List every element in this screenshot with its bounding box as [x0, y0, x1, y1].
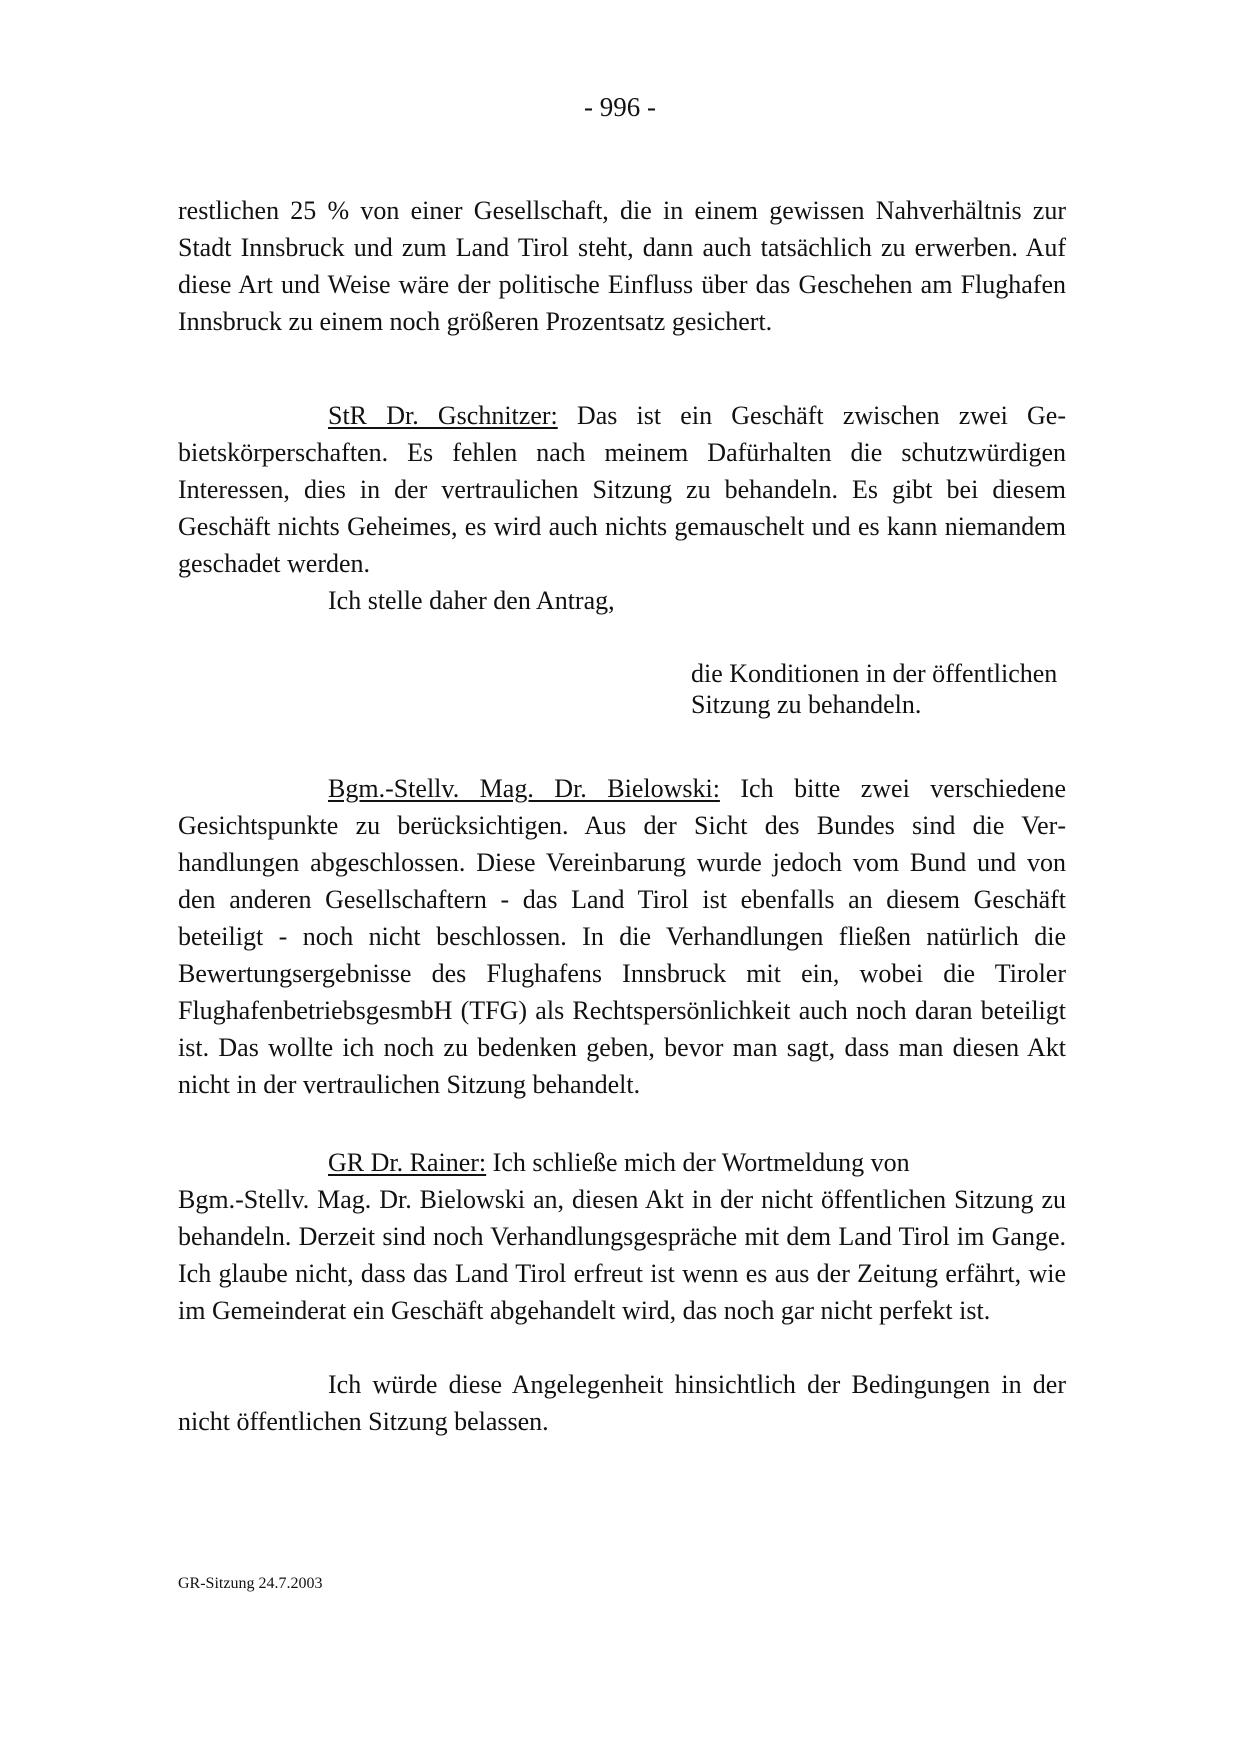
page-number: - 996 -: [584, 92, 656, 122]
rainer-paragraph: Bgm.-Stellv. Mag. Dr. Bielowski an, diesen Akt in der nicht öffentlichen Sitzung zu behandeln. Derzeit sind noch Verhandlungsgespräche mit dem Land Tirol im Gange. Ich glaube nicht, dass das Land Tirol erfreut ist wenn es aus der Zeitung erfährt, wie im Gemeinderat ein Geschäft abgehandelt wird, das noch gar nicht perfekt ist.: [178, 1185, 1066, 1325]
motion-intro: Ich stelle daher den Antrag,: [328, 586, 615, 615]
motion-text: die Konditionen in der öffentlichen Sitzung zu behandeln.: [691, 659, 1058, 719]
bielowski-paragraph: [178, 770, 1066, 1103]
speaker-bielowski: Bgm.-Stellv. Mag. Dr. Bielowski:: [328, 774, 720, 803]
speaker-gschnitzer: StR Dr. Gschnitzer:: [328, 401, 558, 430]
footer: GR-Sitzung 24.7.2003: [178, 1575, 323, 1592]
rainer-closing: Ich würde diese Angelegenheit hinsichtlich der Bedingungen in der nicht öffentlichen Sitzung belassen.: [178, 1370, 1066, 1436]
speaker-rainer: GR Dr. Rainer:: [328, 1148, 487, 1177]
gschnitzer-paragraph: [178, 397, 1066, 582]
rainer-first-line-text: Ich schließe mich der Wortmeldung von: [486, 1148, 910, 1177]
gschnitzer-text: Das ist ein Geschäft zwischen zwei Gebietskörperschaften. Es fehlen nach meinem Dafürhalten die schutzwürdigen Interessen, dies in der vertraulichen Sitzung zu behandeln. Es gibt bei diesem Geschäft nichts Geheimes, es wird auch nichts gemauschelt und es kann niemandem geschadet werden.: [178, 401, 1067, 578]
intro-paragraph: restlichen 25 % von einer Gesellschaft, die in einem gewissen Nahverhältnis zur Stadt Innsbruck und zum Land Tirol steht, dann auch tatsächlich zu erwerben. Auf diese Art und Weise wäre der politische Einfluss über das Geschehen am Flughafen Innsbruck zu einem noch größeren Prozentsatz gesichert.: [178, 196, 1066, 336]
rainer-first-line: [178, 1144, 1066, 1181]
bielowski-text: Ich bitte zwei verschiedene Gesichtspunkte zu berücksichtigen. Aus der Sicht des Bundes sind die Verhandlungen abgeschlossen. Diese Vereinbarung wurde jedoch vom Bund und von den anderen Gesellschaftern - das Land Tirol ist ebenfalls an diesem Geschäft beteiligt - noch nicht beschlossen. In die Verhandlungen fließen natürlich die Bewertungsergebnisse des Flughafens Innsbruck mit ein, wobei die Tiroler FlughafenbetriebsgesmbH (TFG) als Rechtspersönlichkeit auch noch daran beteiligt ist. Das wollte ich noch zu bedenken geben, bevor man sagt, dass man diesen Akt nicht in der vertraulichen Sitzung behandelt.: [178, 774, 1066, 1099]
